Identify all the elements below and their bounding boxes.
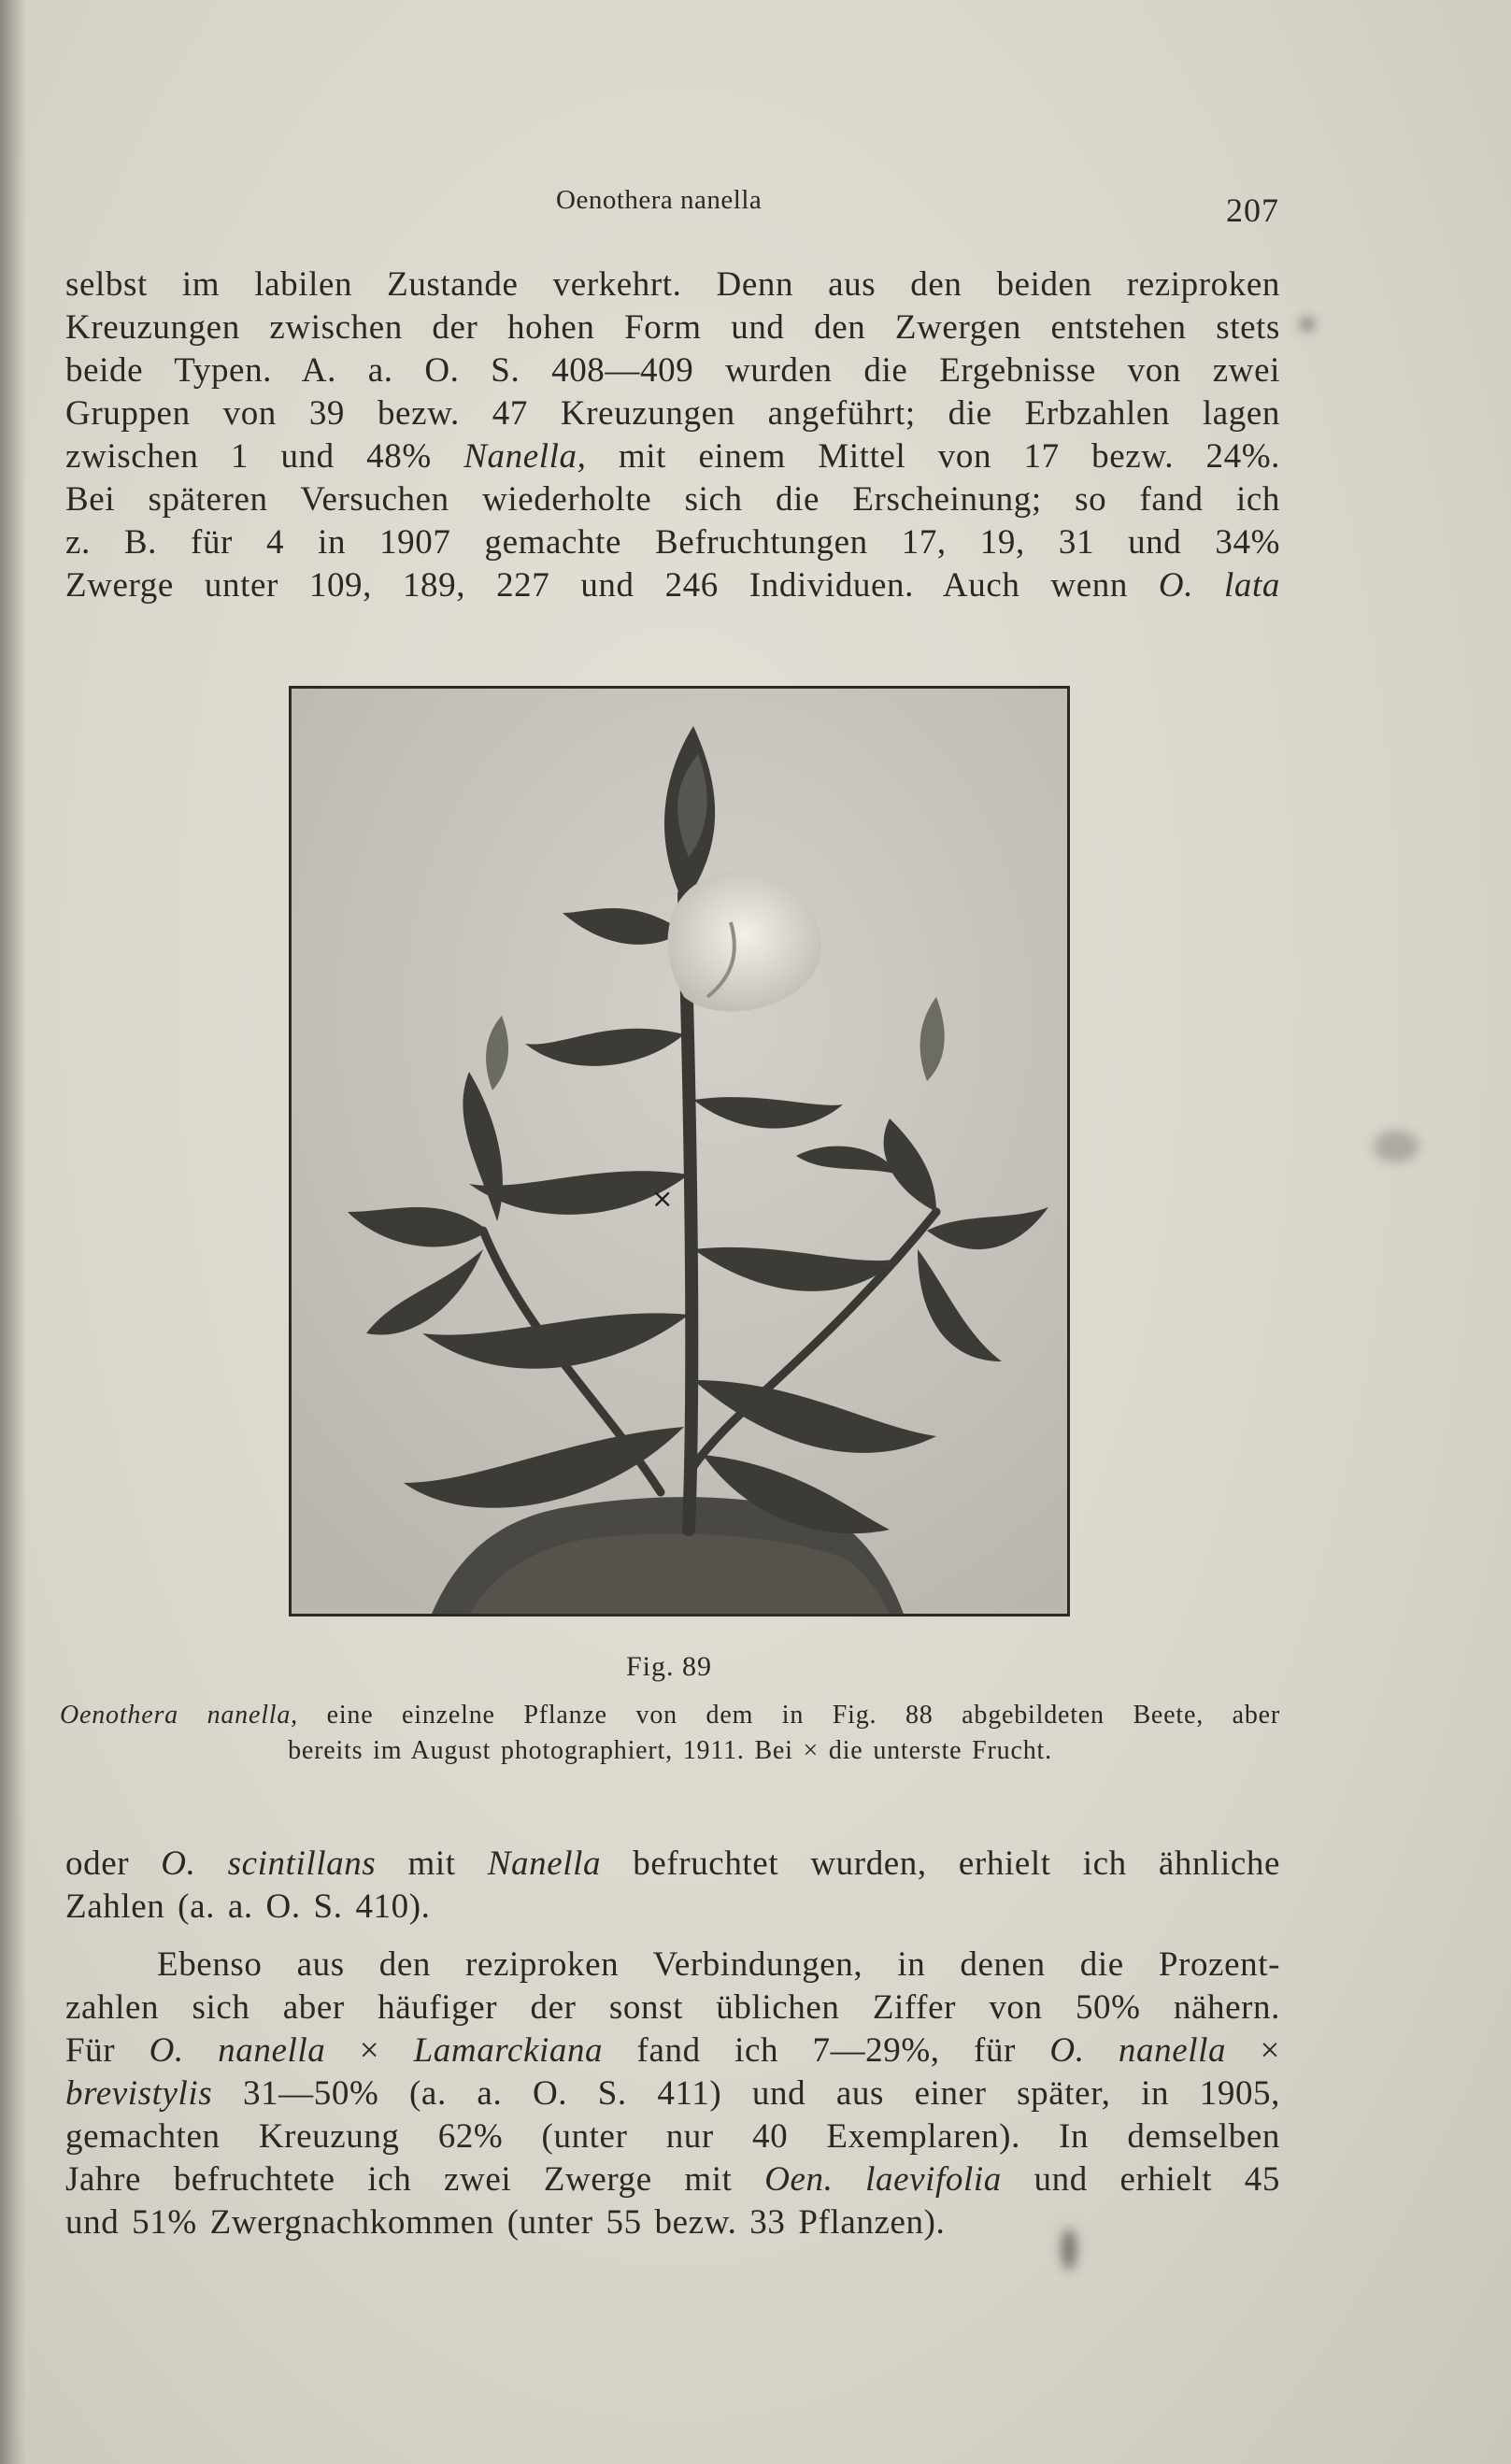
caption-species: Oenothera nanella,: [60, 1701, 298, 1730]
caption-line: [60, 1698, 1280, 1733]
text-span: fand ich 7—29%, für: [603, 2031, 1050, 2070]
text-line: Kreuzungen zwischen der hohen Form und den Zwergen entstehen stets: [65, 308, 1280, 347]
text-span: Für: [65, 2031, 150, 2070]
page-number: 207: [1226, 192, 1279, 229]
paragraph-1: [65, 263, 1280, 607]
text-span: Jahre befruchtete ich zwei Zwerge mit: [65, 2160, 765, 2199]
cross-mark: ×: [651, 1183, 674, 1214]
paragraph-2: [65, 1843, 1280, 1929]
italic-term: Nanella,: [463, 437, 587, 476]
text-line: gemachten Kreuzung 62% (unter nur 40 Exemplaren). In demselben: [65, 2117, 1280, 2156]
italic-term: Oen. laevifolia: [764, 2160, 1002, 2199]
text-span: 31—50% (a. a. O. S. 411) und aus einer später, in 1905,: [212, 2074, 1280, 2113]
text-line: [65, 2030, 1280, 2072]
text-span: eine einzelne Pflanze von dem in Fig. 88 abgebildeten Beete, aber: [297, 1701, 1281, 1730]
figure-photograph: [289, 686, 1070, 1617]
italic-term: brevistylis: [65, 2074, 213, 2113]
text-line: [65, 2072, 1280, 2115]
text-line: Zahlen (a. a. O. S. 410).: [65, 1887, 431, 1926]
italic-term: Lamarckiana: [413, 2031, 604, 2070]
text-span: ×: [1226, 2031, 1280, 2070]
text-span: befruchtet wurden, erhielt ich ähnliche: [601, 1844, 1280, 1883]
text-line: und 51% Zwergnachkommen (unter 55 bezw. 33 Pflanzen).: [65, 2203, 946, 2242]
text-span: mit: [376, 1844, 488, 1883]
text-span: zwischen 1 und 48%: [65, 437, 464, 476]
paragraph-3: [65, 1944, 1280, 2244]
text-line: beide Typen. A. a. O. S. 408—409 wurden die Ergebnisse von zwei: [65, 351, 1280, 390]
ink-smudge: [1301, 318, 1314, 331]
italic-term: O. lata: [1158, 566, 1280, 605]
text-line: Ebenso aus den reziproken Verbindungen, in denen die Prozent-: [157, 1945, 1280, 1984]
text-line: [65, 435, 1280, 478]
book-spine-shadow: [0, 0, 26, 2464]
italic-term: Nanella: [487, 1844, 602, 1883]
text-line: [65, 2158, 1280, 2201]
text-span: oder: [65, 1844, 162, 1883]
text-span: und erhielt 45: [1001, 2160, 1280, 2199]
figure-caption: [60, 1698, 1280, 1769]
italic-term: O. scintillans: [161, 1844, 377, 1883]
text-line: zahlen sich aber häufiger der sonst üblichen Ziffer von 50% nähern.: [65, 1988, 1280, 2027]
text-line: Bei späteren Versuchen wiederholte sich die Erscheinung; so fand ich: [65, 480, 1280, 519]
figure-label: Fig. 89: [626, 1651, 713, 1682]
running-head: Oenothera nanella: [556, 185, 763, 215]
text-line: selbst im labilen Zustande verkehrt. Denn aus den beiden reziproken: [65, 265, 1280, 304]
ink-smudge: [1062, 2229, 1076, 2270]
ink-smudge: [1374, 1131, 1418, 1162]
italic-term: O. nanella: [149, 2031, 326, 2070]
text-line: Gruppen von 39 bezw. 47 Kreuzungen angeführt; die Erbzahlen lagen: [65, 394, 1280, 433]
text-span: Zwerge unter 109, 189, 227 und 246 Individuen. Auch wenn: [65, 566, 1159, 605]
text-line: [65, 564, 1280, 607]
italic-term: O. nanella: [1049, 2031, 1227, 2070]
plant-photo: [292, 689, 1067, 1614]
caption-line: bereits im August photographiert, 1911. Bei × die unterste Frucht.: [288, 1736, 1052, 1765]
text-line: z. B. für 4 in 1907 gemachte Befruchtungen 17, 19, 31 und 34%: [65, 523, 1280, 562]
text-span: mit einem Mittel von 17 bezw. 24%.: [586, 437, 1281, 476]
text-line: [65, 1843, 1280, 1886]
text-span: ×: [325, 2031, 414, 2070]
